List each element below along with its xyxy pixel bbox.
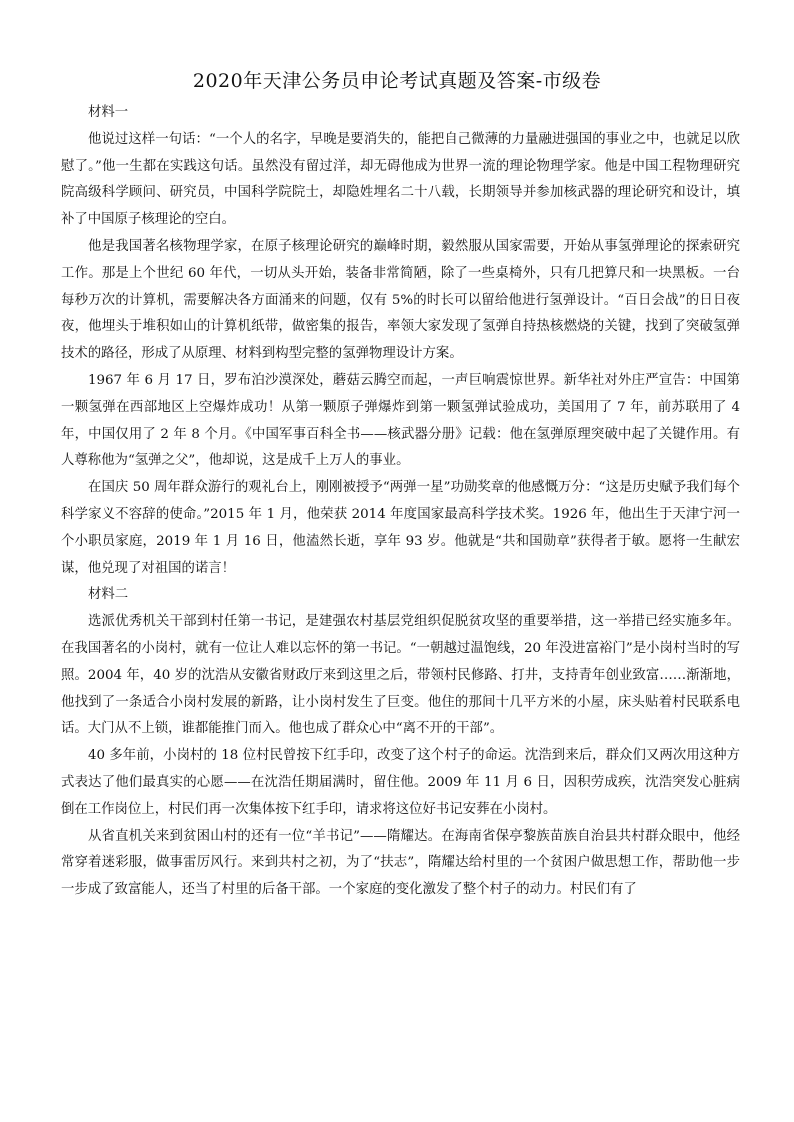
document-body	[61, 100, 740, 904]
paragraph: 选派优秀机关干部到村任第一书记，是建强农村基层党组织促脱贫攻坚的重要举措，这一举措已经实施多年。在我国著名的小岗村，就有一位让人难以忘怀的第一书记。“一朝越过温饱线，20 年没进富裕门”是小岗村当时的写照。2004 年，40 岁的沈浩从安徽省财政厅来到这里之后，带领村民修路、打井，支持青年创业致富……渐渐地，他找到了一条适合小岗村发展的新路，让小岗村发生了巨变。他住的那间十几平方米的小屋，床头贴着村民联系电话。大门从不上锁，谁都能推门而入。他也成了群众心中“离不开的干部”。	[61, 614, 740, 737]
document-title: 2020年天津公务员申论考试真题及答案-市级卷	[192, 70, 602, 92]
section-heading-material-2: 材料二	[88, 587, 129, 603]
section-heading-material-1: 材料一	[88, 105, 129, 120]
paragraph: 1967 年 6 月 17 日，罗布泊沙漠深处，蘑菇云腾空而起，一声巨响震惊世界。新华社对外庄严宣告：中国第一颗氢弹在西部地区上空爆炸成功！从第一颗原子弹爆炸到第一颗氢弹试验成功，美国用了 7 年，前苏联用了 4 年，中国仅用了 2 年 8 个月。《中国军事百科全书——核武器分册》记载：他在氢弹原理突破中起了关键作用。有人尊称他为“氢弹之父”，他却说，这是成千上万人的事业。	[61, 372, 740, 469]
paragraph: 40 多年前，小岗村的 18 位村民曾按下红手印，改变了这个村子的命运。沈浩到来后，群众们又两次用这种方式表达了他们最真实的心愿——在沈浩任期届满时，留住他。2009 年 11 月 6 日，因积劳成疾，沈浩突发心脏病倒在工作岗位上，村民们再一次集体按下红手印，请求将这位好书记安葬在小岗村。	[61, 748, 740, 817]
paragraph: 在国庆 50 周年群众游行的观礼台上，刚刚被授予“两弹一星”功勋奖章的他感慨万分：“这是历史赋予我们每个科学家义不容辞的使命。”2015 年 1 月，他荣获 2014 年度国家最高科学技术奖。1926 年，他出生于天津宁河一个小职员家庭，2019 年 1 月 16 日，他溘然长逝，享年 93 岁。他就是“共和国勋章”获得者于敏。愿将一生献宏谋，他兑现了对祖国的诺言！	[61, 480, 740, 576]
paragraph: 他是我国著名核物理学家，在原子核理论研究的巅峰时期，毅然服从国家需要，开始从事氢弹理论的探索研究工作。那是上个世纪 60 年代，一切从头开始，装备非常简陋，除了一些桌椅外，只有几把算尺和一块黑板。一台每秒万次的计算机，需要解决各方面涌来的问题，仅有 5%的时长可以留给他进行氢弹设计。“百日会战”的日日夜夜，他埋头于堆积如山的计算机纸带，做密集的报告，率领大家发现了氢弹自持热核燃烧的关键，找到了突破氢弹技术的路径，形成了从原理、材料到构型完整的氢弹物理设计方案。	[61, 238, 740, 362]
paragraph: 他说过这样一句话：“一个人的名字，早晚是要消失的，能把自己微薄的力量融进强国的事业之中，也就足以欣慰了。”他一生都在实践这句话。虽然没有留过洋，却无碍他成为世界一流的理论物理学家。他是中国工程物理研究院高级科学顾问、研究员，中国科学院院士，却隐姓埋名二十八载，长期领导并参加核武器的理论研究和设计，填补了中国原子核理论的空白。	[61, 131, 740, 228]
paragraph: 从省直机关来到贫困山村的还有一位“羊书记”——隋耀达。在海南省保亭黎族苗族自治县共村群众眼中，他经常穿着迷彩服，做事雷厉风行。来到共村之初，为了“扶志”，隋耀达给村里的一个贫困户做思想工作，帮助他一步一步成了致富能人，还当了村里的后备干部。一个家庭的变化激发了整个村子的动力。村民们有了	[61, 828, 740, 898]
